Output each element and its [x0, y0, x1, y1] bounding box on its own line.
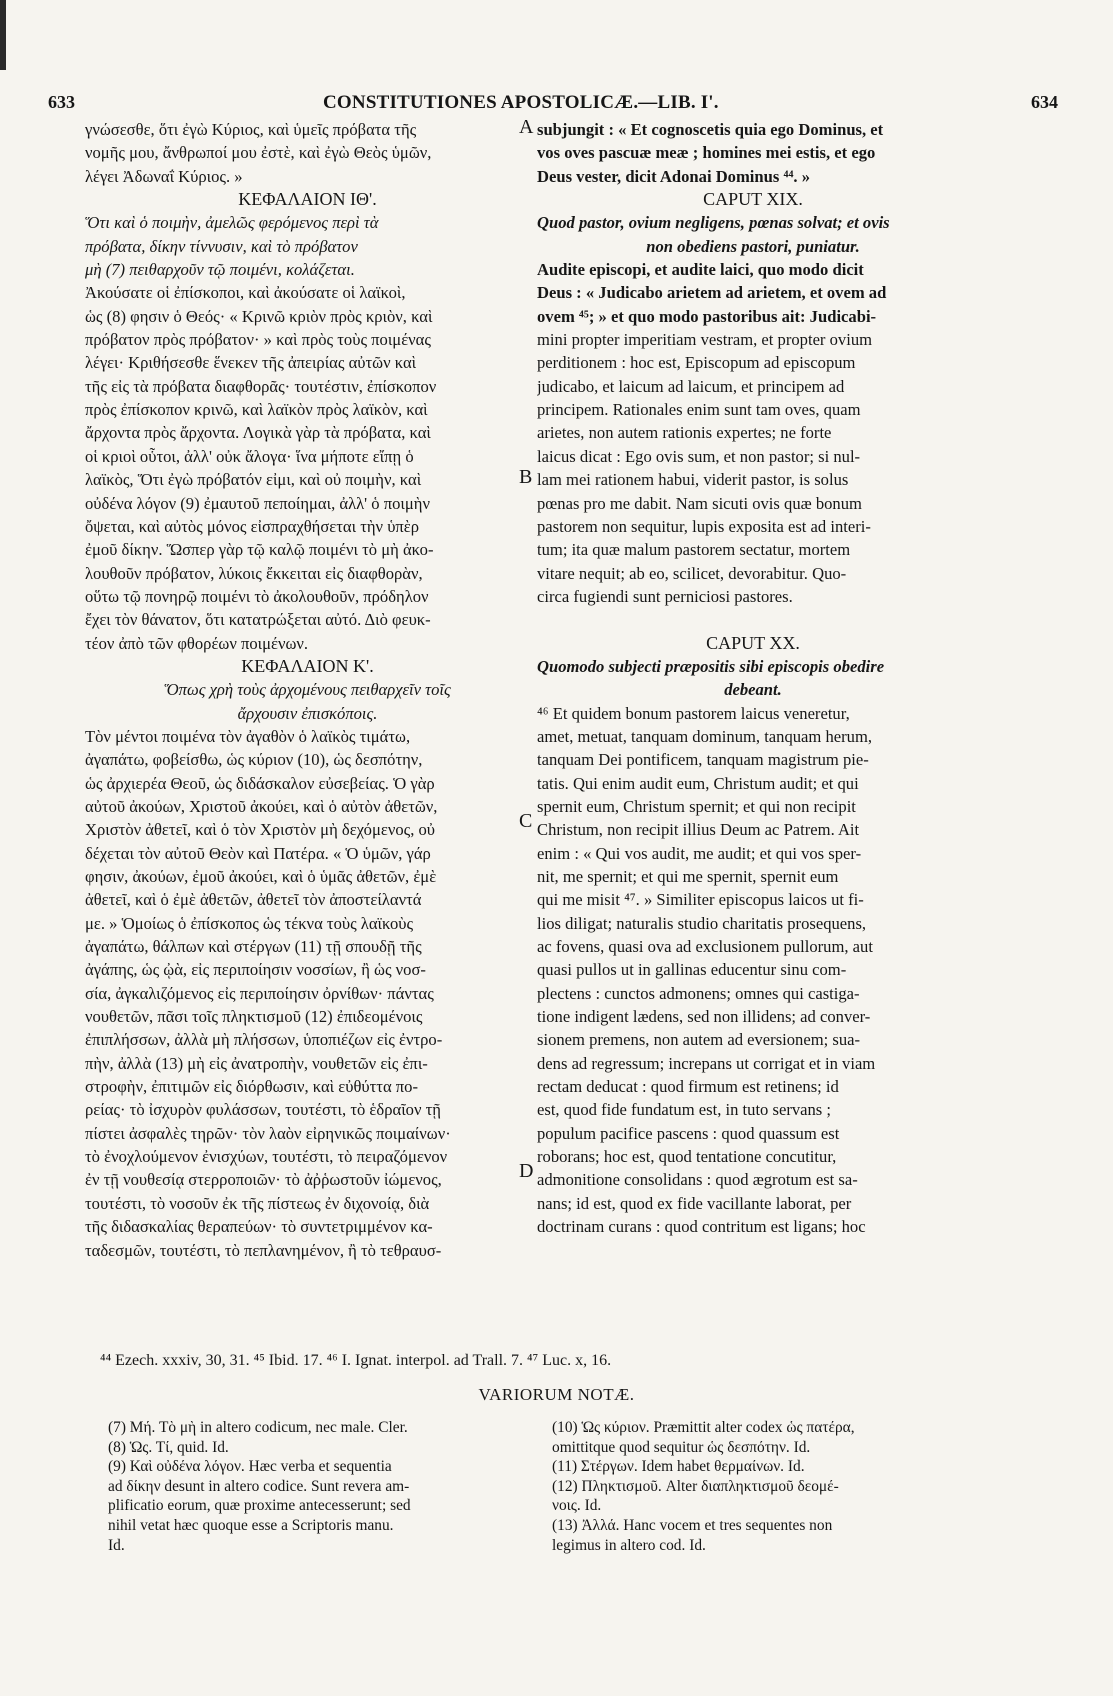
latin-text-line: tatis. Qui enim audit eum, Christum audit; et qui	[537, 773, 859, 793]
greek-text-line: ἄρχουσιν ἐπισκόποις.	[237, 703, 378, 723]
margin-letter-c: C	[519, 810, 533, 832]
latin-text-line: circa fugiendi sunt perniciosi pastores.	[537, 586, 793, 606]
note-line: νοις. Id.	[552, 1497, 602, 1515]
greek-text-line: πίστει ἀσφαλὲς τηρῶν· τὸν λαὸν εἰρηνικῶς ποιμαίνων·	[85, 1123, 451, 1143]
latin-text-line: ac fovens, quasi ova ad exclusionem pullorum, aut	[537, 937, 873, 957]
latin-text-line: rectam deducat : quod firmum est retinens; id	[537, 1077, 839, 1097]
latin-text-line: debeant.	[724, 680, 782, 700]
greek-text-line: με. » Ὁμοίως ὁ ἐπίσκοπος ὡς τέκνα τοὺς λαϊκοὺς	[85, 913, 414, 933]
latin-text-line: Audite episcopi, et audite laici, quo modo dicit	[537, 260, 864, 280]
latin-text-line: vos oves pascuæ meæ ; homines mei estis, et ego	[537, 143, 876, 163]
latin-text-line: roborans; hoc est, quod tentatione concutitur,	[537, 1147, 837, 1167]
latin-text-line: ⁴⁶ Et quidem bonum pastorem laicus veneretur,	[537, 703, 850, 723]
latin-text-line: enim : « Qui vos audit, me audit; et qui vos sper-	[537, 843, 862, 863]
greek-text-line: ἐπιπλήσσων, ἀλλὰ μὴ πλήσσων, ὑποπιέζων εἰς ἐντρο-	[85, 1030, 443, 1050]
latin-text-line: nit, me spernit; et qui me spernit, spernit eum	[537, 867, 839, 886]
greek-text-line: φησιν, ἀκούων, ἐμοῦ ἀκούει, καὶ ὁ ὑμᾶς ἀθετῶν, ἐμὲ	[85, 867, 437, 886]
greek-text-line: ἐμοῦ δίκην. Ὥσπερ γὰρ τῷ καλῷ ποιμένι τὸ μὴ ἀκο-	[85, 540, 434, 560]
scripture-footnote: ⁴⁴ Ezech. xxxiv, 30, 31. ⁴⁵ Ibid. 17. ⁴⁶ I. Ignat. interpol. ad Trall. 7. ⁴⁷ Luc. x, 16.	[100, 1352, 612, 1369]
greek-text-line: νουθετῶν, πᾶσι τοῖς πληκτισμοῦ (12) ἐπιδεομένοις	[85, 1007, 423, 1027]
latin-text-line: laicus dicat : Ego ovis sum, et non pastor; si nul-	[537, 446, 861, 466]
note-line: (11) Στέργων. Idem habet θερμαίνων. Id.	[552, 1458, 805, 1476]
latin-text-line: dens ad regressum; increpans ut corrigat et in viam	[537, 1053, 876, 1073]
note-line: legimus in altero cod. Id.	[552, 1536, 706, 1554]
latin-text-line: spernit eum, Christum spernit; et qui non recipit	[537, 796, 856, 816]
margin-letter-a: A	[519, 116, 534, 138]
greek-text-line: τὸ ἐνοχλούμενον ἐνισχύων, τουτέστι, τὸ πειραζόμενον	[85, 1147, 448, 1167]
greek-text-line: δέχεται τὸν αὐτοῦ Θεὸν καὶ Πατέρα. « Ὁ ὑμῶν, γάρ	[85, 843, 431, 863]
running-header	[48, 92, 1058, 118]
greek-text-line: Ὅπως χρὴ τοὺς ἀρχομένους πειθαρχεῖν τοῖς	[164, 680, 451, 700]
greek-text-line: ἀθετεῖ, καὶ ὁ ἐμὲ ἀθετῶν, ἀθετεῖ τὸν ἀποστείλαντά	[85, 890, 422, 910]
greek-text-line: ἀγαπάτω, θάλπων καὶ στέργων (11) τῇ σπουδῇ τῆς	[85, 937, 422, 957]
latin-text-line	[537, 608, 969, 631]
greek-text-line: οὕτω τῷ πονηρῷ ποιμένι τὸ ἀκολουθοῦν, πρόδηλον	[85, 586, 429, 606]
greek-text-line: ΚΕΦΑΛΑΙΟΝ ΙΘ'.	[238, 189, 377, 210]
latin-text-line: populum pacifice pascens : quod quassum est	[537, 1123, 840, 1143]
greek-text-line: λαϊκὸς, Ὅτι ἐγὼ πρόβατόν εἰμι, καὶ οὐ ποιμὴν, καὶ	[85, 470, 422, 490]
greek-text-line: τέον ἀπὸ τῶν φθορέων ποιμένων.	[85, 633, 309, 653]
latin-column	[537, 118, 969, 1239]
latin-text-line: quasi pullos ut in gallinas educentur sinu com-	[537, 960, 847, 980]
greek-text-line: στροφὴν, ἐπιτιμῶν εἰς διόρθωσιν, καὶ εὐθύττα πο-	[85, 1077, 419, 1097]
note-line: (13) Ἀλλά. Hanc vocem et tres sequentes non	[552, 1516, 833, 1534]
note-line: plificatio eorum, quæ proxime antecesserunt; sed	[108, 1497, 411, 1515]
latin-text-line: doctrinam curans : quod contritum est ligans; hoc	[537, 1217, 866, 1237]
latin-text-line: lam mei rationem habui, viderit pastor, is solus	[537, 470, 849, 490]
latin-text-line: vitare nequit; ab eo, scilicet, devorabitur. Quo-	[537, 563, 847, 583]
greek-text-line: οὐδένα λόγον (9) ἐμαυτοῦ πεποίημαι, ἀλλ' ὁ ποιμὴν	[85, 493, 430, 513]
greek-text-line: ὡς ἀρχιερέα Θεοῦ, ὡς διδάσκαλον εὐσεβείας. Ὁ γὰρ	[85, 773, 435, 793]
greek-text-line: ὄψεται, καὶ αὐτὸς μόνος εἰσπραχθήσεται τὴν ὑπὲρ	[85, 516, 420, 536]
latin-text-line: subjungit : « Et cognoscetis quia ego Dominus, et	[537, 120, 884, 139]
variorum-notes-title: VARIORUM NOTÆ.	[478, 1385, 635, 1404]
latin-text-line: admonitione consolidans : quod ægrotum est sa-	[537, 1170, 858, 1190]
latin-text-line: tanquam Dei pontificem, tanquam magistrum pie-	[537, 750, 869, 770]
greek-text-line: ἐν τῇ νουθεσίᾳ στερροποιῶν· τὸ ἀῤῥωστοῦν ἰώμενος,	[85, 1170, 442, 1190]
note-line: (10) Ὡς κύριον. Præmittit alter codex ὡς πατέρα,	[552, 1419, 855, 1436]
latin-text-line: CAPUT XX.	[706, 632, 800, 653]
greek-text-line: γνώσεσθε, ὅτι ἐγὼ Κύριος, καὶ ὑμεῖς πρόβατα τῆς	[85, 120, 417, 139]
latin-text-line: Deus : « Judicabo arietem ad arietem, et ovem ad	[537, 283, 887, 303]
latin-text-line: principem. Rationales enim sunt tam oves, quam	[537, 400, 861, 420]
latin-text-line: mini propter imperitiam vestram, et propter ovium	[537, 330, 873, 350]
latin-text-line: plectens : cunctos admonens; omnes qui castiga-	[537, 983, 860, 1003]
latin-text-line: judicabo, et laicum ad laicum, et principem ad	[537, 376, 845, 396]
latin-text-line: lios diligat; naturalis studio charitatis prosequens,	[537, 913, 867, 933]
latin-text-line: CAPUT XIX.	[703, 189, 803, 210]
greek-text-line: οἱ κριοὶ οὗτοι, ἀλλ' οὐκ ἄλογα· ἵνα μήποτε εἴπῃ ὁ	[85, 446, 414, 466]
greek-text-line: τουτέστι, τὸ νοσοῦν ἐκ τῆς πίστεως ἐν διχονοίᾳ, διὰ	[85, 1193, 430, 1213]
greek-text-line: μὴ (7) πειθαρχοῦν τῷ ποιμένι, κολάζεται.	[85, 260, 355, 280]
greek-text-line: πὴν, ἀλλὰ (13) μὴ εἰς ἀνατροπὴν, νουθετῶν εἰς ἐπι-	[85, 1053, 428, 1073]
greek-text-line: τῆς διδασκαλίας θεραπεύων· τὸ συντετριμμένον κα-	[85, 1217, 433, 1237]
greek-text-line: πρόβατον πρὸς πρόβατον· » καὶ πρὸς τοὺς ποιμένας	[85, 330, 431, 350]
greek-text-line: λέγει Ἀδωναΐ Κύριος. »	[85, 166, 243, 186]
greek-text-line: ρείας· τὸ ἰσχυρὸν φυλάσσων, τουτέστι, τὸ ἑδραῖον τῇ	[85, 1100, 441, 1120]
variorum-notes-right	[552, 1418, 967, 1555]
greek-text-line: λέγει· Κριθήσεσθε ἕνεκεν τῆς ἀπειρίας αὐτῶν καὶ	[85, 353, 417, 373]
variorum-notes-left	[108, 1418, 523, 1555]
latin-text-line: sionem premens, non autem ad eversionem; sua-	[537, 1030, 861, 1050]
latin-text-line: tione indigent lædens, sed non illidens; ad conver-	[537, 1007, 871, 1027]
latin-text-line: qui me misit ⁴⁷. » Similiter episcopus laicos ut fi-	[537, 890, 864, 910]
greek-text-line: ἀγαπάτω, φοβείσθω, ὡς κύριον (10), ὡς δεσπότην,	[85, 750, 423, 770]
greek-text-line: ἀγάπης, ὡς ᾠὰ, εἰς περιποίησιν νοσσίων, ἢ ὡς νοσ-	[85, 960, 426, 980]
latin-text-line: pastorem non sequitur, lupis exposita est ad interi-	[537, 516, 871, 536]
latin-text-line: Deus vester, dicit Adonai Dominus ⁴⁴. »	[537, 166, 811, 186]
note-line: (12) Πληκτισμοῦ. Alter διαπληκτισμοῦ δεομέ-	[552, 1477, 839, 1495]
note-line: Id.	[108, 1536, 125, 1554]
page-number-left: 633	[48, 92, 75, 112]
note-line: omittitque quod sequitur ὡς δεσπότην. Id.	[552, 1438, 811, 1456]
latin-text-line: Quomodo subjecti præpositis sibi episcopis obedire	[537, 656, 885, 676]
greek-text-line: λουθοῦν πρόβατον, λύκοις ἔκκειται εἰς διαφθορὰν,	[85, 563, 423, 583]
note-line: ad δίκην desunt in altero codice. Sunt revera am-	[108, 1477, 410, 1495]
latin-text-line: est, quod fide fundatum est, in tuto servans ;	[537, 1100, 832, 1120]
greek-text-line: ὡς (8) φησιν ὁ Θεός· « Κρινῶ κριὸν πρὸς κριὸν, καὶ	[85, 306, 433, 326]
greek-text-line: σία, ἀγκαλιζόμενος εἰς περιποίησιν ὀρνίθων· πάντας	[85, 983, 434, 1003]
latin-text-line: perditionem : hoc est, Episcopum ad episcopum	[537, 353, 856, 373]
greek-column	[85, 118, 533, 1262]
greek-text-line: Τὸν μέντοι ποιμένα τὸν ἀγαθὸν ὁ λαϊκὸς τιμάτω,	[85, 726, 411, 746]
margin-letter-b: B	[519, 466, 533, 488]
greek-text-line: ἄρχοντα πρὸς ἄρχοντα. Λογικὰ γὰρ τὰ πρόβατα, καὶ	[85, 423, 431, 443]
note-line: nihil vetat hæc quoque esse a Scriptoris manu.	[108, 1516, 394, 1534]
greek-text-line: Ἀκούσατε οἱ ἐπίσκοποι, καὶ ἀκούσατε οἱ λαϊκοὶ,	[85, 283, 406, 303]
greek-text-line: αὐτοῦ ἀκούων, Χριστοῦ ἀκούει, καὶ ὁ αὐτὸν ἀθετῶν,	[85, 796, 438, 816]
greek-text-line: ταδεσμῶν, τουτέστι, τὸ πεπλανημένον, ἢ τὸ τεθραυσ-	[85, 1240, 442, 1260]
greek-text-line: ἔχει τὸν θάνατον, ὅτι κατατρώξεται αὐτό. Διὸ φευκ-	[85, 610, 431, 630]
note-line: (7) Μή. Τὸ μὴ in altero codicum, nec male. Cler.	[108, 1419, 408, 1436]
greek-text-line: Ὅτι καὶ ὁ ποιμὴν, ἀμελῶς φερόμενος περὶ τὰ	[85, 213, 379, 233]
latin-text-line: pœnas pro me dabit. Nam sicuti ovis quæ bonum	[537, 493, 862, 513]
latin-text-line: Christum, non recipit illius Deum ac Patrem. Ait	[537, 820, 860, 840]
note-line: (8) Ὡς. Τί, quid. Id.	[108, 1438, 229, 1456]
greek-text-line: πρόβατα, δίκην τίννυσιν, καὶ τὸ πρόβατον	[85, 236, 358, 256]
scan-edge-mark	[0, 0, 6, 70]
margin-letter-d: D	[519, 1160, 534, 1182]
latin-text-line: nans; id est, quod ex fide vacillante laborat, per	[537, 1193, 852, 1213]
latin-text-line: arietes, non autem rationis expertes; ne forte	[537, 423, 832, 443]
greek-text-line: Χριστὸν ἀθετεῖ, καὶ ὁ τὸν Χριστὸν μὴ δεχόμενος, οὐ	[85, 820, 436, 840]
latin-text-line: non obediens pastori, puniatur.	[646, 236, 860, 256]
greek-text-line: πρὸς ἐπίσκοπον κρινῶ, καὶ λαϊκὸν πρὸς λαϊκὸν, καὶ	[85, 400, 428, 420]
latin-text-line: amet, metuat, tanquam dominum, tanquam herum,	[537, 726, 873, 746]
page-number-right: 634	[1031, 92, 1058, 112]
latin-text-line: ovem ⁴⁵; » et quo modo pastoribus ait: Judicabi-	[537, 306, 877, 326]
latin-text-line: Quod pastor, ovium negligens, pœnas solvat; et ovis	[537, 213, 890, 233]
greek-text-line: ΚΕΦΑΛΑΙΟΝ Κ'.	[241, 655, 374, 676]
note-line: (9) Καὶ οὐδένα λόγον. Hæc verba et sequentia	[108, 1458, 392, 1476]
running-title: CONSTITUTIONES APOSTOLICÆ.—LIB. I'.	[323, 92, 719, 113]
greek-text-line: νομῆς μου, ἄνθρωποί μου ἐστὲ, καὶ ἐγὼ Θεὸς ὑμῶν,	[85, 143, 432, 163]
greek-text-line: τῆς εἰς τὰ πρόβατα διαφθορᾶς· τουτέστιν, ἐπίσκοπον	[85, 376, 437, 396]
latin-text-line: tum; ita quæ malum pastorem sectatur, mortem	[537, 540, 851, 560]
